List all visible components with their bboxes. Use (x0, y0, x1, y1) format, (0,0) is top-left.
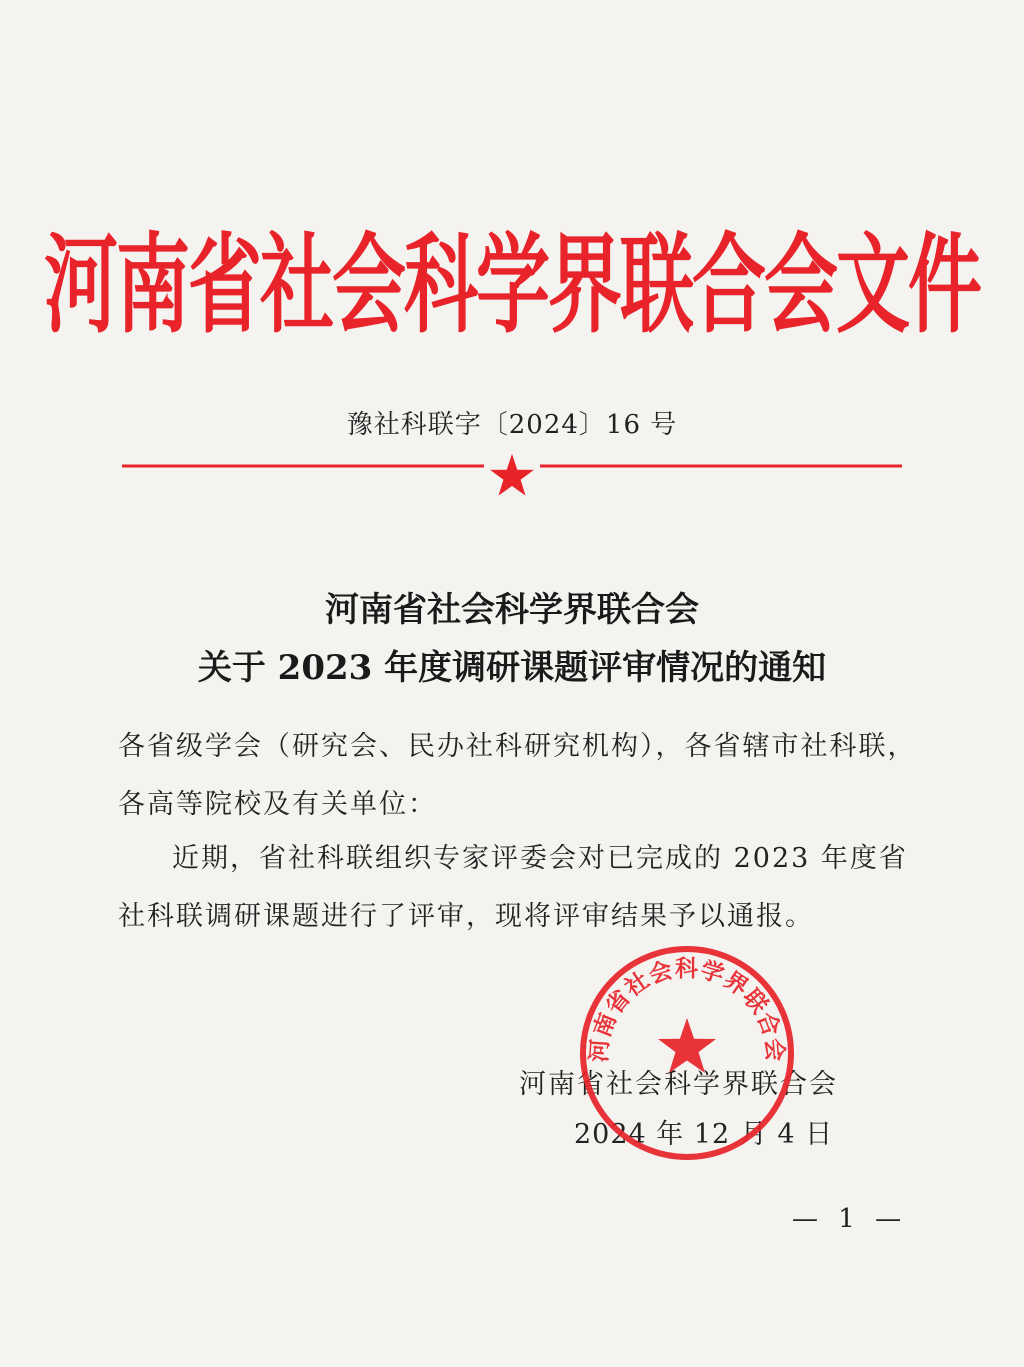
salutation: 各省级学会（研究会、民办社科研究机构），各省辖市社科联，各高等院校及有关单位： (118, 731, 917, 820)
document-header-title: 河南省社会科学界联合会文件 (44, 223, 980, 348)
official-seal-icon (578, 944, 796, 1162)
notice-title-line-2: 关于 2023 年度调研课题评审情况的通知 (197, 648, 827, 688)
body-paragraph: 近期，省社科联组织专家评委会对已完成的 2023 年度省社科联调研课题进行了评审，现将评审结果予以通报。 (118, 843, 908, 932)
red-divider (122, 452, 902, 496)
document-number: 豫社科联字〔2024〕16 号 (346, 410, 678, 440)
seal-text: 河南省社会科学界联合会 (586, 956, 788, 1064)
signing-date: 2024 年 12 月 4 日 (574, 1119, 834, 1150)
seal-star-icon (658, 1018, 716, 1073)
page-number: — 1 — (792, 1204, 908, 1234)
star-icon (490, 454, 534, 496)
signing-organization: 河南省社会科学界联合会 (519, 1069, 838, 1100)
notice-title-line-1: 河南省社会科学界联合会 (325, 590, 699, 630)
